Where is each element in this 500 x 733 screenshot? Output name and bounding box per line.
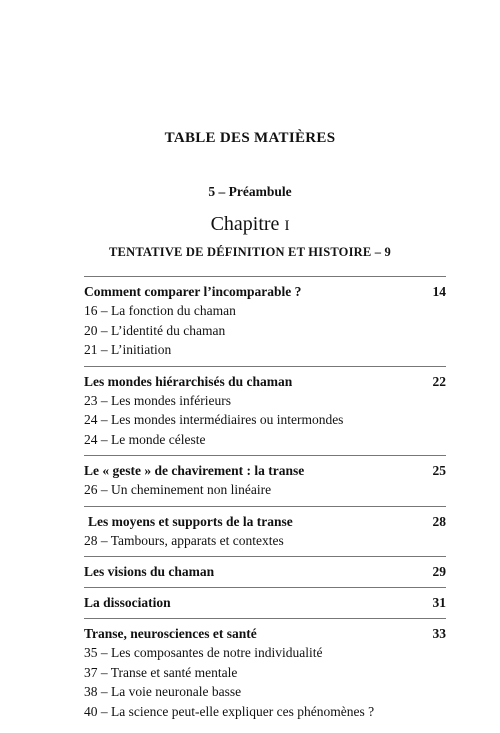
section-heading [84,283,446,301]
section-page-number: 22 [432,373,446,389]
toc-item: 35 – Les composantes de notre individualité [84,645,323,660]
toc-section [84,587,446,612]
section-title: Les moyens et supports de la transe [88,513,293,529]
section-page-number: 25 [432,463,446,478]
section-title: Les visions du chaman [84,564,215,579]
section-heading [84,594,446,612]
section-title: Transe, neurosciences et santé [84,626,257,641]
section-title: Le « geste » de chavirement : la transe [84,463,305,478]
toc-section [84,556,446,581]
section-heading [84,513,446,531]
chapter-subtitle: TENTATIVE DE DÉFINITION ET HISTOIRE – 9 [109,245,391,259]
toc-section [84,455,446,500]
toc-item: 37 – Transe et santé mentale [84,664,238,680]
toc-item: 26 – Un cheminement non linéaire [84,482,272,497]
toc-item: 21 – L’initiation [84,342,172,357]
toc-section [84,618,446,721]
toc-section [84,366,446,450]
section-page-number: 31 [432,595,446,610]
toc-item: 16 – La fonction du chaman [84,303,236,318]
section-heading [84,625,446,643]
section-page-number: 14 [432,284,446,299]
section-heading [84,462,446,480]
toc-item: 20 – L’identité du chaman [84,322,226,338]
toc-item: 24 – Le monde céleste [84,431,206,447]
toc-item: 28 – Tambours, apparats et contextes [84,532,284,548]
section-page-number: 29 [432,564,446,579]
chapter-numeral: I [284,218,290,234]
section-heading [84,373,446,391]
section-heading [84,563,446,581]
toc-item: 40 – La science peut-elle expliquer ces phénomènes ? [84,703,375,719]
toc-item: 23 – Les mondes inférieurs [84,392,231,408]
toc-title: TABLE DES MATIÈRES [164,130,336,146]
chapter-word: Chapitre [210,213,280,235]
preamble-entry: 5 – Préambule [208,184,292,199]
toc-sections [84,276,446,727]
section-title: Les mondes hiérarchisés du chaman [84,373,293,389]
chapter-heading [0,213,500,236]
toc-item: 24 – Les mondes intermédiaires ou intermondes [84,412,344,427]
toc-item: 38 – La voie neuronale basse [84,684,242,699]
toc-section [84,276,446,360]
section-page-number: 33 [432,626,446,641]
section-page-number: 28 [432,513,446,529]
section-title: Comment comparer l’incomparable ? [84,284,302,299]
toc-section [84,506,446,551]
section-title: La dissociation [84,595,171,610]
